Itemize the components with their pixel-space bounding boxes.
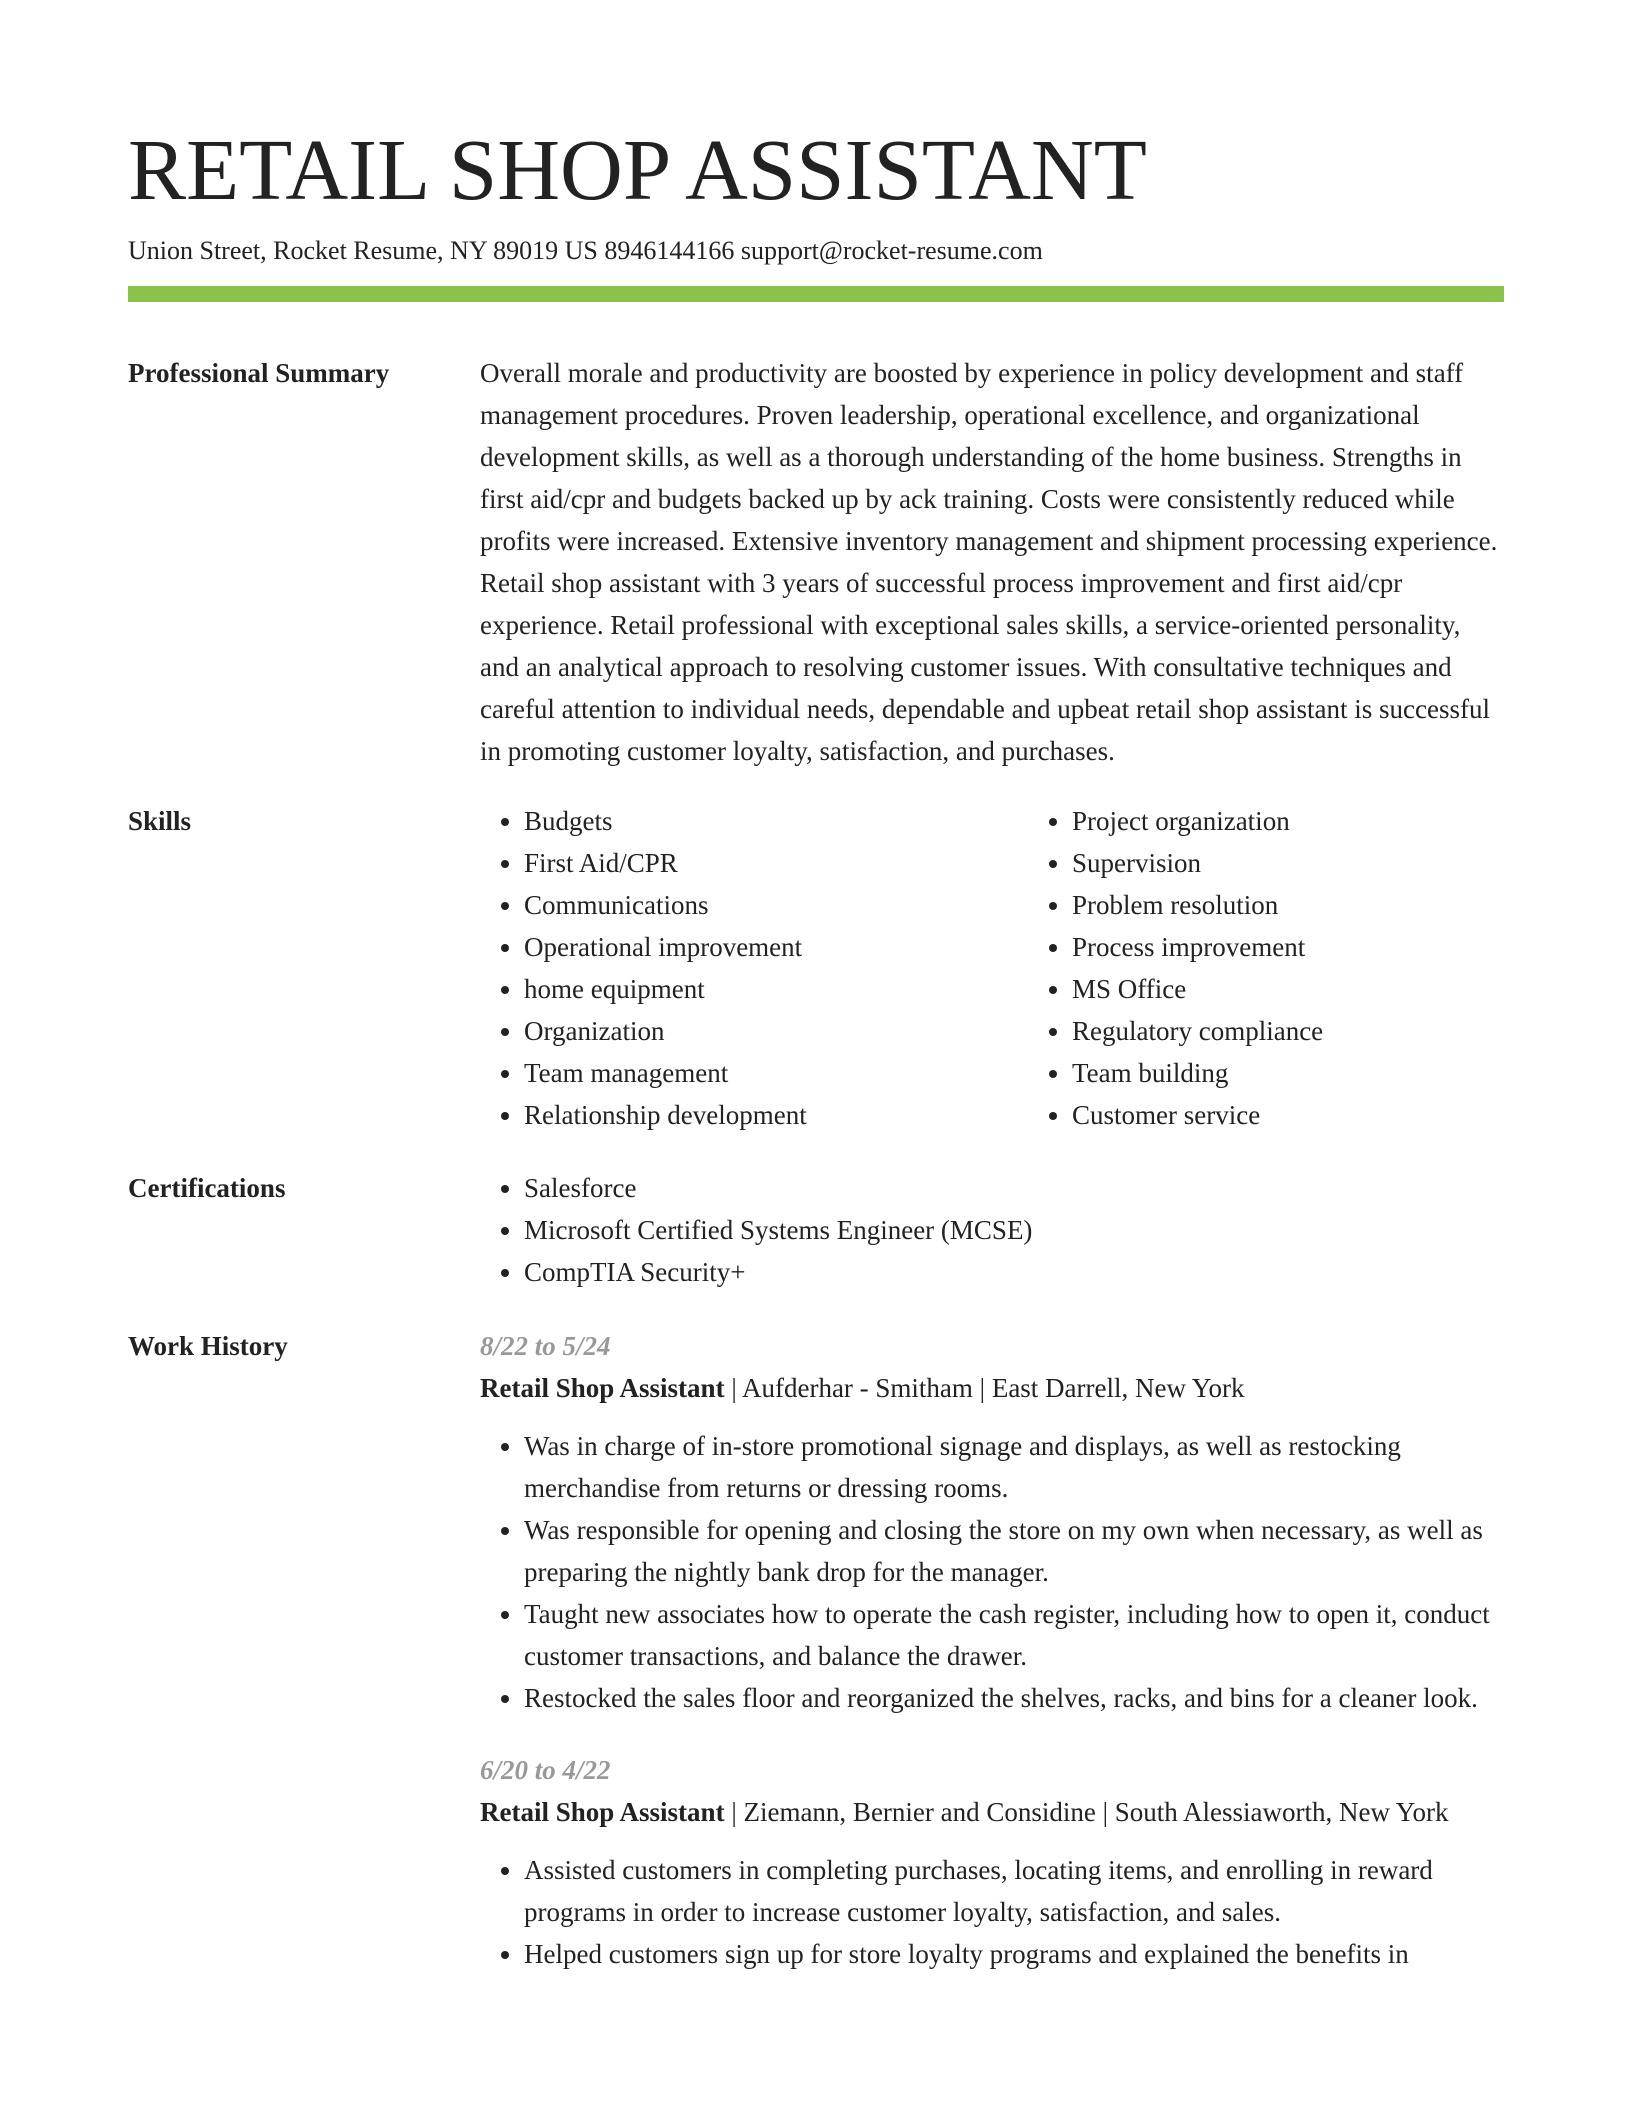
job-bullet: • Assisted customers in completing purchases, locating items, and enrolling in reward programs in order to increase customer loyalty, satisfaction, and sales. [524, 1849, 1504, 1933]
skill-item: • Customer service [1072, 1094, 1576, 1136]
job-bullet: • Was in charge of in-store promotional signage and displays, as well as restocking merchandise from returns or dressing rooms. [524, 1425, 1504, 1509]
skills-list-right [1028, 800, 1576, 1136]
job-bullet: • Helped customers sign up for store loyalty programs and explained the benefits in [524, 1933, 1504, 1975]
contact-email: support@rocket-resume.com [740, 236, 1043, 265]
job-entry [480, 1325, 1504, 1719]
job-heading [480, 1791, 1504, 1833]
job-bullets [480, 1425, 1504, 1719]
skill-item: • Team management [524, 1052, 1028, 1094]
skill-item: • Organization [524, 1010, 1028, 1052]
job-title: Retail Shop Assistant [480, 1373, 725, 1403]
job-dates: 8/22 to 5/24 [480, 1331, 611, 1361]
contact-line [128, 234, 1504, 268]
job-bullet: • Taught new associates how to operate the cash register, including how to open it, conduct customer transactions, and balance the drawer. [524, 1593, 1504, 1677]
certification-item: • Microsoft Certified Systems Engineer (MCSE) [524, 1209, 1504, 1251]
skill-item: • Relationship development [524, 1094, 1028, 1136]
work-history-section [128, 1325, 1504, 1975]
job-bullet: • Was responsible for opening and closing the store on my own when necessary, as well as preparing the nightly bank drop for the manager. [524, 1509, 1504, 1593]
header-divider [128, 286, 1504, 302]
skill-item: • Project organization [1072, 800, 1576, 842]
skill-item: • First Aid/CPR [524, 842, 1028, 884]
skill-item: • Budgets [524, 800, 1028, 842]
skills-title: Skills [128, 806, 192, 836]
summary-title: Professional Summary [128, 358, 390, 388]
job-title: Retail Shop Assistant [480, 1797, 725, 1827]
certification-item: • CompTIA Security+ [524, 1251, 1504, 1293]
resume-page [128, 0, 1504, 1975]
job-dates: 6/20 to 4/22 [480, 1755, 611, 1785]
work-history-body [480, 1325, 1504, 1975]
certifications-title: Certifications [128, 1173, 286, 1203]
certifications-list [480, 1167, 1504, 1293]
skill-item: • Problem resolution [1072, 884, 1576, 926]
summary-body [480, 352, 1504, 772]
skill-item: • MS Office [1072, 968, 1576, 1010]
skill-item: • Team building [1072, 1052, 1576, 1094]
skill-item: • Communications [524, 884, 1028, 926]
job-bullet: • Restocked the sales floor and reorganized the shelves, racks, and bins for a cleaner look. [524, 1677, 1504, 1719]
certifications-body [480, 1167, 1504, 1293]
job-bullets [480, 1849, 1504, 1975]
skills-list-left [480, 800, 1028, 1136]
certifications-section [128, 1167, 1504, 1293]
job-heading [480, 1367, 1504, 1409]
skills-body [480, 800, 1576, 1136]
work-history-title: Work History [128, 1331, 288, 1361]
skill-item: • Supervision [1072, 842, 1576, 884]
summary-text: Overall morale and productivity are boosted by experience in policy development and staff management procedures. Proven leadership, operational excellence, and organizational development skills, as well as a thorough understanding of the home business. Strengths in first aid/cpr and budgets backed up by ack training. Costs were consistently reduced while profits were increased. Extensive inventory management and shipment processing experience. Retail shop assistant with 3 years of successful process improvement and first aid/cpr experience. Retail professional with exceptional sales skills, a service-oriented personality, and an analytical approach to resolving customer issues. With consultative techniques and careful attention to individual needs, dependable and upbeat retail shop assistant is successful in promoting customer loyalty, satisfaction, and purchases. [480, 358, 1498, 766]
job-details: | Aufderhar - Smitham | East Darrell, New York [724, 1373, 1245, 1403]
job-entry [480, 1749, 1504, 1975]
contact-phone: 8946144166 [604, 236, 741, 265]
skills-section [128, 800, 1504, 1136]
job-details: | Ziemann, Bernier and Considine | South Alessiaworth, New York [724, 1797, 1449, 1827]
skill-item: • home equipment [524, 968, 1028, 1010]
skill-item: • Operational improvement [524, 926, 1028, 968]
certification-item: • Salesforce [524, 1167, 1504, 1209]
skill-item: • Regulatory compliance [1072, 1010, 1576, 1052]
skill-item: • Process improvement [1072, 926, 1576, 968]
contact-address: Union Street, Rocket Resume, NY 89019 US [128, 236, 605, 265]
summary-section [128, 352, 1504, 772]
resume-name: RETAIL SHOP ASSISTANT [128, 121, 1147, 218]
